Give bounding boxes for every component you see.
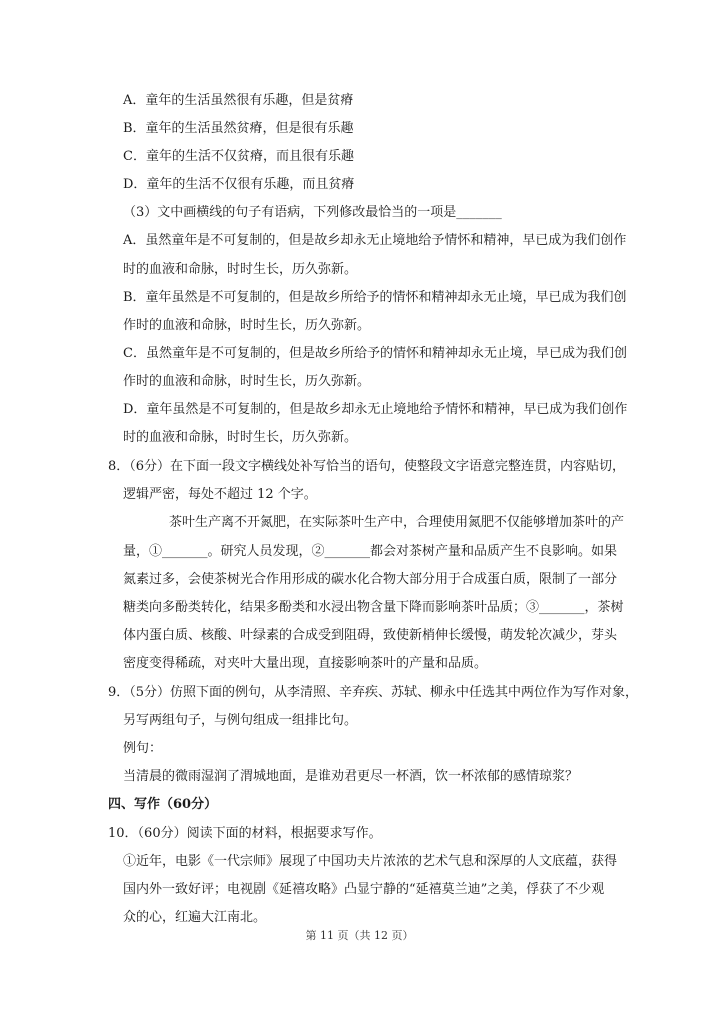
q7-sub3-option-c-cont: 作时的血液和命脉，时时生长，历久弥新。 bbox=[123, 374, 371, 389]
q10-stem: 10．（60分）阅读下面的材料，根据要求写作。 bbox=[108, 826, 382, 841]
q9-stem-cont: 另写两组句子，与例句组成一组排比句。 bbox=[123, 713, 358, 728]
q7-sub3-option-a: A．虽然童年是不可复制的，但是故乡却永无止境地给予情怀和精神，早已成为我们创作 bbox=[123, 233, 627, 248]
section-heading: 四、写作（60分） bbox=[108, 797, 218, 812]
page-footer: 第 11 页（共 12 页） bbox=[305, 929, 414, 942]
q10-material-line: 众的心，红遍大江南北。 bbox=[123, 910, 267, 925]
q8-stem: 8．（6分）在下面一段文字横线处补写恰当的语句，使整段文字语意完整连贯，内容贴切， bbox=[108, 459, 626, 474]
q9-stem: 9．（5分）仿照下面的例句，从李清照、辛弃疾、苏轼、柳永中任选其中两位作为写作对象， bbox=[108, 685, 639, 700]
q8-passage-line: 糖类向多酚类转化，结果多酚类和水浸出物含量下降而影响茶叶品质；③_______，茶树 bbox=[123, 600, 624, 615]
q7-option-c: C．童年的生活不仅贫瘠，而且很有乐趣 bbox=[123, 149, 354, 164]
q10-material-line: ①近年，电影《一代宗师》展现了中国功夫片浓浓的艺术气息和深厚的人文底蕴，获得 bbox=[123, 854, 618, 869]
q7-sub3-option-b-cont: 作时的血液和命脉，时时生长，历久弥新。 bbox=[123, 318, 371, 333]
q8-passage-line: 体内蛋白质、核酸、叶绿素的合成受到阻碍，致使新梢伸长缓慢，萌发轮次减少，芽头 bbox=[123, 628, 618, 643]
q8-passage-line: 茶叶生产离不开氮肥，在实际茶叶生产中，合理使用氮肥不仅能够增加茶叶的产 bbox=[169, 515, 625, 530]
q9-example: 当清晨的微雨湿润了渭城地面，是谁劝君更尽一杯酒，饮一杯浓郁的感情琼浆？ bbox=[123, 769, 579, 784]
q7-sub3-option-d-cont: 时的血液和命脉，时时生长，历久弥新。 bbox=[123, 430, 358, 445]
q7-sub3-option-c: C．虽然童年是不可复制的，但是故乡所给予的情怀和精神却永无止境，早已成为我们创 bbox=[123, 346, 627, 361]
q8-passage-line: 密度变得稀疏，对夹叶大量出现，直接影响茶叶的产量和品质。 bbox=[123, 656, 488, 671]
q7-sub3-option-a-cont: 时的血液和命脉，时时生长，历久弥新。 bbox=[123, 262, 358, 277]
q9-example-label: 例句： bbox=[123, 741, 163, 756]
q10-material-line: 国内外一致好评；电视剧《延禧攻略》凸显宁静的“延禧莫兰迪”之美，俘获了不少观 bbox=[123, 882, 605, 897]
q8-passage-line: 量，①_______。研究人员发现，②_______都会对茶树产量和品质产生不良影响。如果 bbox=[123, 544, 618, 559]
q7-option-b: B．童年的生活虽然贫瘠，但是很有乐趣 bbox=[123, 121, 354, 136]
q7-option-d: D．童年的生活不仅很有乐趣，而且贫瘠 bbox=[123, 177, 355, 192]
q7-sub3-option-d: D．童年虽然是不可复制的，但是故乡却永无止境地给予情怀和精神，早已成为我们创作 bbox=[123, 402, 628, 417]
q8-passage-line: 氮素过多，会使茶树光合作用形成的碳水化合物大部分用于合成蛋白质，限制了一部分 bbox=[123, 572, 618, 587]
q7-sub3-stem: （3）文中画横线的句子有语病，下列修改最恰当的一项是_______ bbox=[123, 205, 502, 220]
q7-sub3-option-b: B．童年虽然是不可复制的，但是故乡所给予的情怀和精神却永无止境，早已成为我们创 bbox=[123, 290, 627, 305]
q7-option-a: A．童年的生活虽然很有乐趣，但是贫瘠 bbox=[123, 93, 354, 108]
q8-stem-cont: 逻辑严密，每处不超过 12 个字。 bbox=[123, 487, 317, 502]
